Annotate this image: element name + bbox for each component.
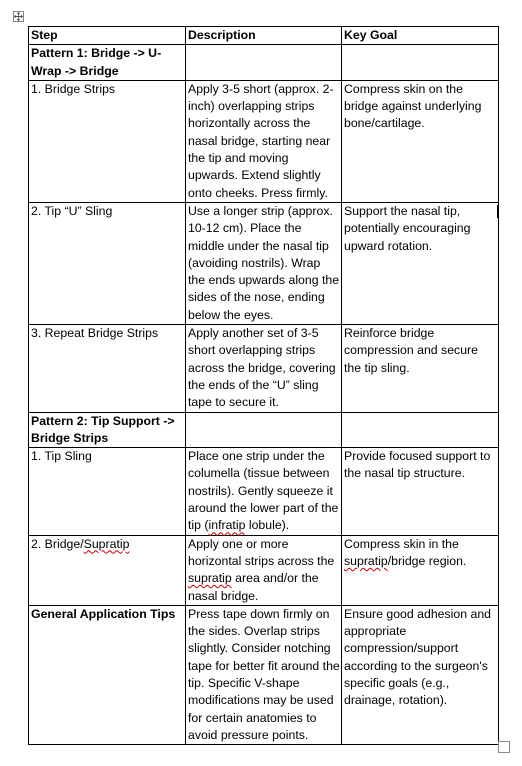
table-row — [29, 202, 499, 324]
spellcheck-word: supratip — [188, 571, 232, 586]
spellcheck-word: Supratip — [83, 536, 130, 551]
table-cell-empty[interactable] — [342, 412, 499, 448]
step-cell[interactable]: 3. Repeat Bridge Strips — [29, 325, 186, 412]
description-cell[interactable]: Apply another set of 3-5 short overlapping strips across the bridge, covering the ends of the “U” sling tape to secure it. — [186, 325, 342, 412]
key-goal-cell[interactable] — [342, 535, 499, 605]
table-move-handle-icon[interactable] — [13, 11, 24, 22]
description-cell[interactable]: Press tape down firmly on the sides. Overlap strips slightly. Consider notching tape for better fit around the tip. Specific V-shape modifications may be used for certain anatomies to avoid pressure points. — [186, 605, 342, 744]
text-run: Place one strip under the columella (tissue between nostrils). Gently squeeze it around the lower part of the tip ( — [188, 449, 339, 533]
step-cell[interactable]: 1. Tip Sling — [29, 448, 186, 535]
text-cursor — [497, 205, 498, 218]
text-run: Compress skin in the — [344, 536, 459, 551]
description-cell[interactable]: Apply 3-5 short (approx. 2-inch) overlapping strips horizontally across the nasal bridge, starting near the tip and moving upwards. Extend slightly onto cheeks. Press firmly. — [186, 80, 342, 202]
spellcheck-word: infratip — [208, 518, 246, 533]
table-cell-empty[interactable] — [342, 45, 499, 81]
table-row — [29, 45, 499, 81]
table-row — [29, 80, 499, 202]
key-goal-cell[interactable]: Compress skin on the bridge against underlying bone/cartilage. — [342, 80, 499, 202]
step-cell[interactable]: 1. Bridge Strips — [29, 80, 186, 202]
spellcheck-word: supratip — [344, 553, 388, 568]
table-header-row — [29, 27, 499, 45]
text-run: lobule). — [245, 518, 290, 533]
key-goal-cell[interactable]: Ensure good adhesion and appropriate compression/support according to the surgeon's specific goals (e.g., drainage, rotation). — [342, 605, 499, 744]
header-description[interactable]: Description — [186, 27, 342, 45]
text-run: 2. Bridge/ — [31, 536, 84, 551]
table-cell-empty[interactable] — [186, 45, 342, 81]
step-cell[interactable]: 2. Tip “U” Sling — [29, 202, 186, 324]
text-run: /bridge region. — [387, 553, 467, 568]
step-cell[interactable] — [29, 535, 186, 605]
taping-steps-table — [28, 26, 499, 745]
description-cell[interactable] — [186, 448, 342, 535]
four-arrow-move-icon — [14, 12, 23, 21]
table-row — [29, 448, 499, 535]
description-cell[interactable] — [186, 535, 342, 605]
pattern-2-title[interactable]: Pattern 2: Tip Support -> Bridge Strips — [29, 412, 186, 448]
table-row — [29, 535, 499, 605]
key-goal-cell[interactable]: Reinforce bridge compression and secure the tip sling. — [342, 325, 499, 412]
text-run: Apply one or more horizontal strips across the — [188, 536, 335, 568]
description-cell[interactable]: Use a longer strip (approx. 10-12 cm). Place the middle under the nasal tip (avoiding nostrils). Wrap the ends upwards along the sides of the nose, ending below the eyes. — [186, 202, 342, 324]
text-run: area and/or the nasal bridge. — [188, 571, 319, 603]
key-goal-cell[interactable]: Provide focused support to the nasal tip structure. — [342, 448, 499, 535]
header-step[interactable]: Step — [29, 27, 186, 45]
table-row — [29, 605, 499, 744]
resize-square-icon[interactable] — [498, 741, 510, 753]
table-row — [29, 412, 499, 448]
table-cell-empty[interactable] — [186, 412, 342, 448]
header-key-goal[interactable]: Key Goal — [342, 27, 499, 45]
table-row — [29, 325, 499, 412]
pattern-1-title[interactable]: Pattern 1: Bridge -> U-Wrap -> Bridge — [29, 45, 186, 81]
key-goal-cell[interactable]: Support the nasal tip, potentially encouraging upward rotation. — [342, 202, 499, 324]
general-tips-title[interactable]: General Application Tips — [29, 605, 186, 744]
